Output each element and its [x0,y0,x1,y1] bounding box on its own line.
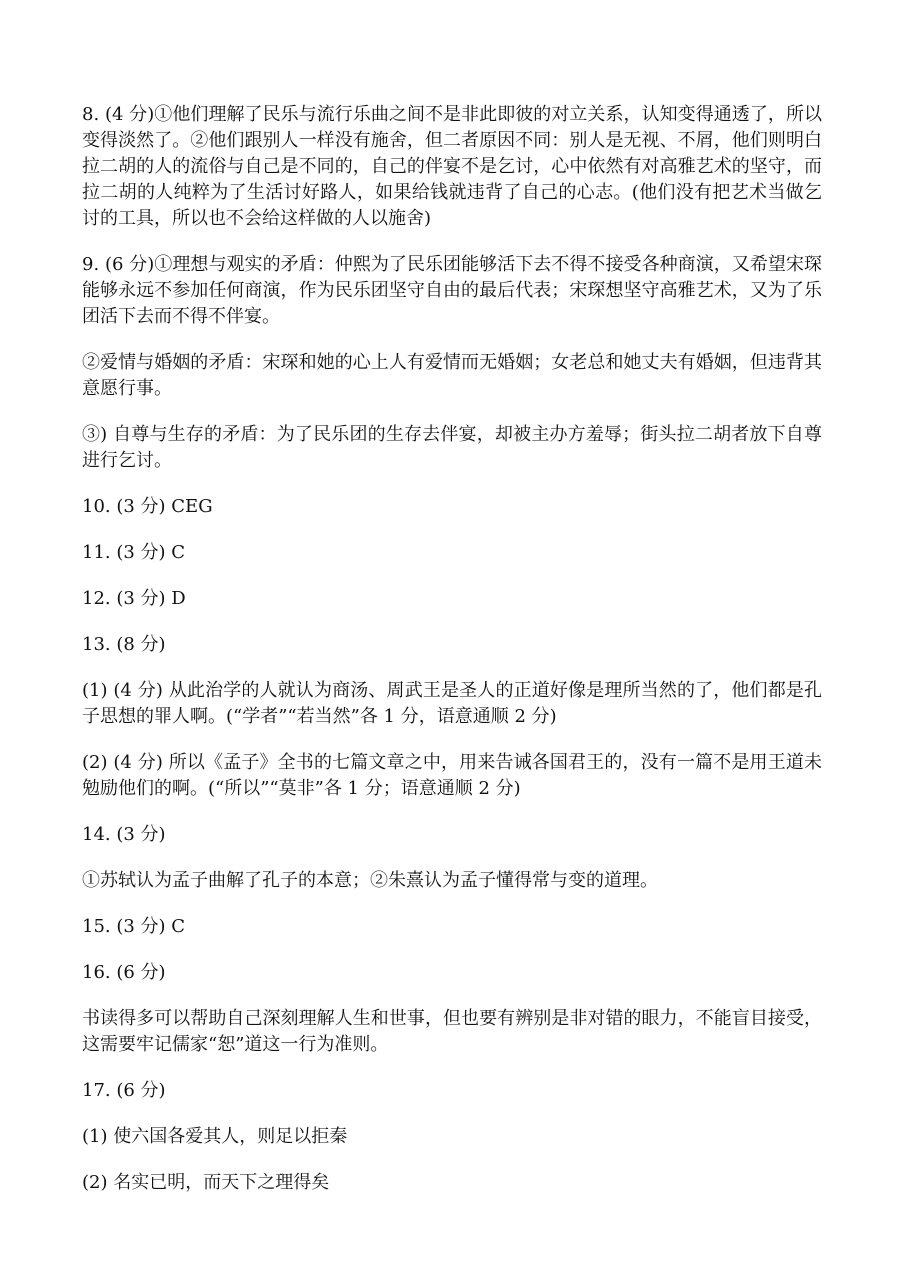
answer-14-heading: 14. (3 分) [82,824,166,845]
answer-14-body: ①苏轼认为孟子曲解了孔子的本意；②朱熹认为孟子懂得常与变的道理。 [82,870,658,891]
answer-12: 12. (3 分) D [82,588,186,609]
answer-11: 11. (3 分) C [82,542,186,563]
answer-8: 8. (4 分)①他们理解了民乐与流行乐曲之间不是非此即彼的对立关系，认知变得通透了，所以变得淡然了。②他们跟别人一样没有施舍，但二者原因不同：别人是无视、不屑，他们则明白拉二胡的人的流俗与自己是不同的，自己的伴宴不是乞讨，心中依然有对高雅艺术的坚守，而拉二胡的人纯粹为了生活讨好路人，如果给钱就违背了自己的心志。(他们没有把艺术当做乞讨的工具，所以也不会给这样做的人以施舍) [82,104,822,229]
answer-9-point-3: ③) 自尊与生存的矛盾：为了民乐团的生存去伴宴，却被主办方羞辱；街头拉二胡者放下自尊进行乞讨。 [82,424,822,471]
answer-15: 15. (3 分) C [82,916,186,937]
answer-16-body: 书读得多可以帮助自己深刻理解人生和世事，但也要有辨别是非对错的眼力，不能盲目接受，这需要牢记儒家“恕”道这一行为准则。 [82,1008,822,1055]
answer-9: 9. (6 分)①理想与观实的矛盾：仲熙为了民乐团能够活下去不得不接受各种商演，又希望宋琛能够永远不参加任何商演，作为民乐团坚守自由的最后代表；宋琛想坚守高雅艺术，又为了乐团活下去而不得不伴宴。 [82,254,822,327]
answer-16-heading: 16. (6 分) [82,962,166,983]
answer-13-heading: 13. (8 分) [82,634,166,655]
answer-17-part-2: (2) 名实已明，而天下之理得矣 [82,1172,330,1193]
answer-13-part-1: (1) (4 分) 从此治学的人就认为商汤、周武王是圣人的正道好像是理所当然的了，他们都是孔子思想的罪人啊。(“学者”“若当然”各 1 分，语意通顺 2 分) [82,680,822,727]
answer-10: 10. (3 分) CEG [82,496,213,517]
answer-9-point-2: ②爱情与婚姻的矛盾：宋琛和她的心上人有爱情而无婚姻；女老总和她丈夫有婚姻，但违背其意愿行事。 [82,352,822,399]
answer-13-part-2: (2) (4 分) 所以《孟子》全书的七篇文章之中，用来告诫各国君王的，没有一篇不是用王道未勉励他们的啊。(“所以”“莫非”各 1 分；语意通顺 2 分) [82,752,822,799]
answer-17-heading: 17. (6 分) [82,1080,166,1101]
answer-sheet-page [82,102,822,1216]
answer-17-part-1: (1) 使六国各爱其人，则足以拒秦 [82,1126,348,1147]
